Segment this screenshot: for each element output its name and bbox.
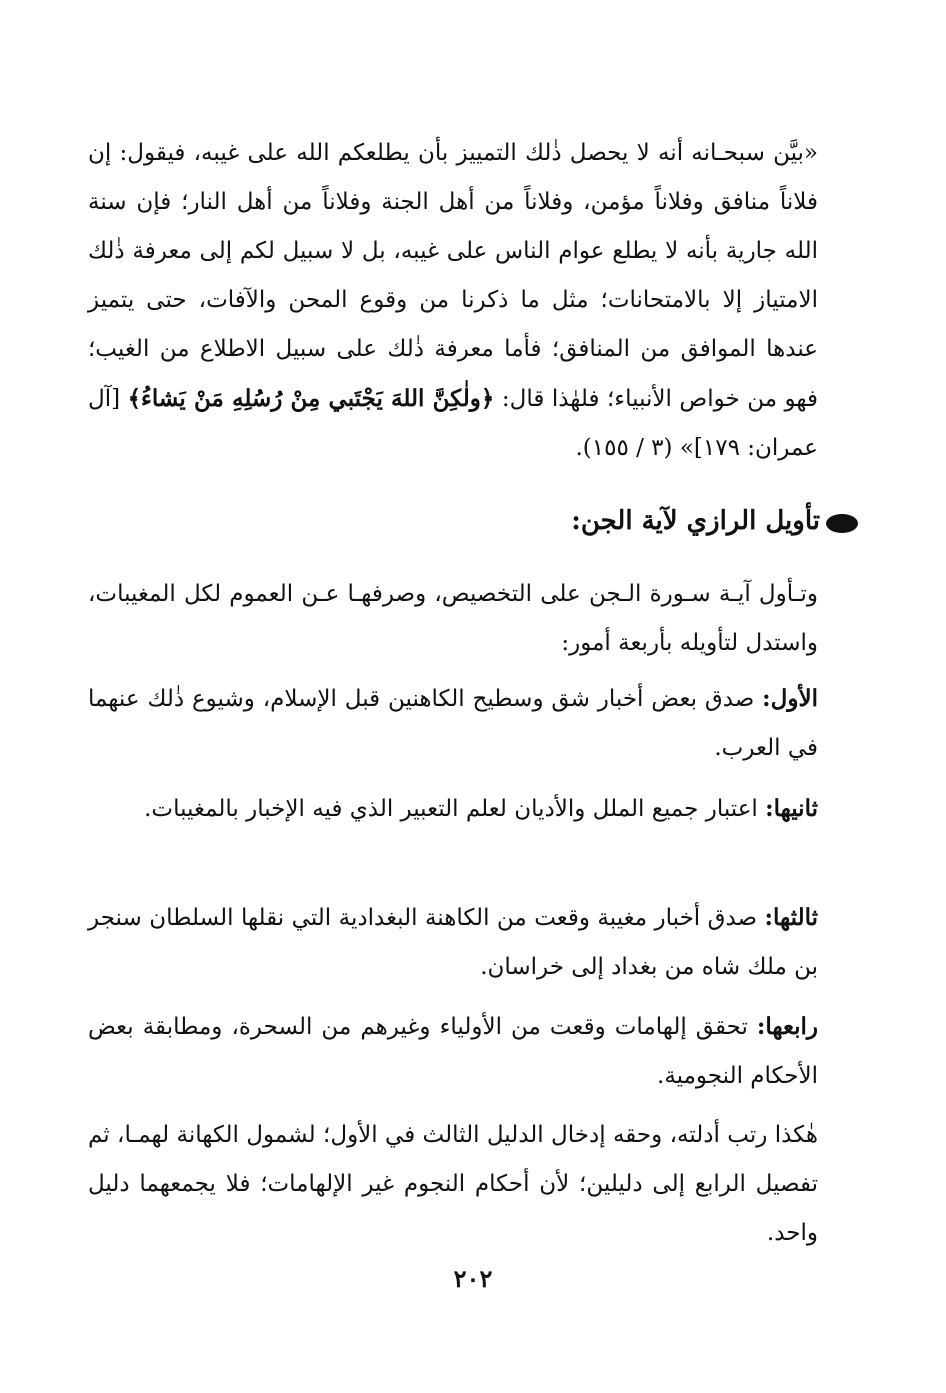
evidence-label: ثانيها: <box>765 795 818 822</box>
evidence-label: ثالثها: <box>764 904 818 931</box>
quote-paragraph <box>88 129 818 473</box>
evidence-label: الأول: <box>762 685 818 712</box>
page-number: ٢٠٢ <box>453 1264 493 1293</box>
evidence-item-first <box>88 674 818 773</box>
evidence-text: صدق أخبار مغيبة وقعت من الكاهنة البغدادية التي نقلها السلطان سنجر بن ملك شاه من بغداد إلى خراسان. <box>88 905 818 980</box>
evidence-item-second <box>88 784 818 834</box>
evidence-label: رابعها: <box>756 1013 818 1040</box>
evidence-text: تحقق إلهامات وقعت من الأولياء وغيرهم من السحرة، ومطابقة بعض الأحكام النجومية. <box>88 1014 818 1089</box>
closing-paragraph: هٰكذا رتب أدلته، وحقه إدخال الدليل الثالث في الأول؛ لشمول الكهانة لهمـا، ثم تفصيل الرابع إلى دليلين؛ لأن أحكام النجوم غير الإلهامات؛ فلا يجمعهما دليل واحد. <box>88 1122 818 1246</box>
evidence-text: صدق بعض أخبار شق وسطيح الكاهنين قبل الإسلام، وشيوع ذٰلك عنهما في العرب. <box>88 686 818 761</box>
evidence-item-fourth <box>88 1002 818 1101</box>
evidence-text: اعتبار جميع الملل والأديان لعلم التعبير الذي فيه الإخبار بالمغيبات. <box>144 796 766 822</box>
evidence-item-third <box>88 893 818 992</box>
intro-paragraph: وتـأول آيـة سـورة الـجن على التخصيص، وصرفهـا عـن العموم لكل المغيبات، واستدل لتأويله بأربعة أمور: <box>88 581 818 656</box>
heading-bullet-icon <box>826 514 858 533</box>
quran-verse: ﴿ولٰكِنَّ اللهَ يَجْتَبي مِنْ رُسُلِهِ مَنْ يَشاءُ﴾ <box>127 385 495 412</box>
quote-text: «بيَّن سبحـانه أنه لا يحصل ذٰلك التمييز بأن يطلعكم الله على غيبه، فيقول: إن فلاناً منافق وفلاناً مؤمن، وفلاناً من أهل الجنة وفلاناً من أهل النار؛ فإن سنة الله جارية بأنه لا يطلع عوام الناس على غيبه، بل لا سبيل لكم إلى معرفة ذٰلك الامتياز إلا بالامتحانات؛ مثل ما ذكرنا من وقوع المحن والآفات، حتى يتميز عندها الموافق من المنافق؛ فأما معرفة ذٰلك على سبيل الاطلاع من الغيب؛ فهو من خواص الأنبياء؛ فلهٰذا قال: <box>88 140 819 412</box>
verse-citation: [آل عمران: ١٧٩]» (٣ / ١٥٥). <box>88 386 818 461</box>
section-heading: تأويل الرازي لآية الجن: <box>571 506 820 536</box>
